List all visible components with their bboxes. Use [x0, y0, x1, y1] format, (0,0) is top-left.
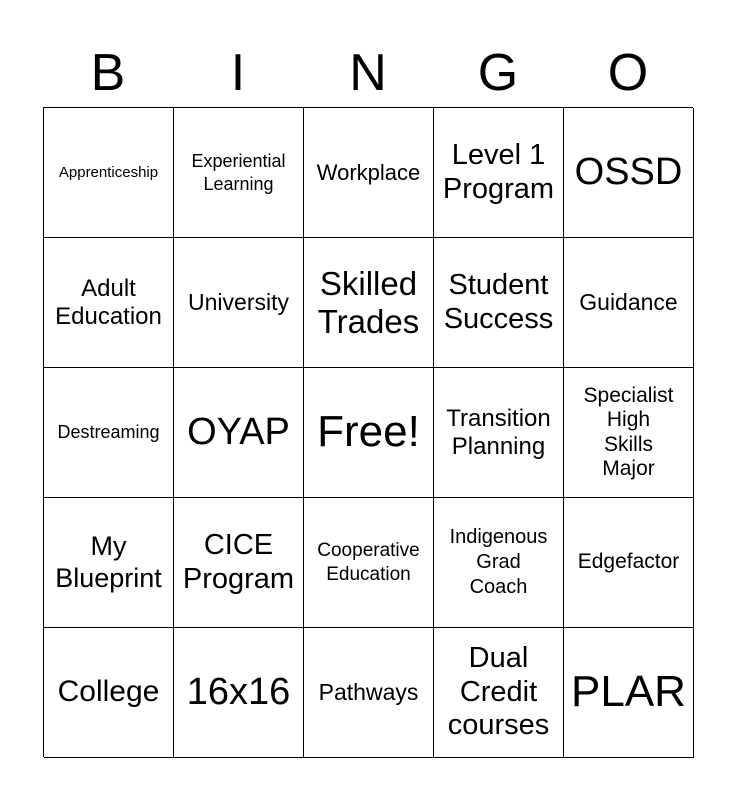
bingo-cell[interactable]: Level 1 Program	[434, 108, 564, 238]
bingo-cell[interactable]: Skilled Trades	[304, 238, 434, 368]
bingo-cell[interactable]: Specialist High Skills Major	[564, 368, 694, 498]
bingo-cell[interactable]: University	[174, 238, 304, 368]
bingo-cell[interactable]: PLAR	[564, 628, 694, 758]
bingo-cell[interactable]: College	[44, 628, 174, 758]
bingo-cell[interactable]: OSSD	[564, 108, 694, 238]
header-letter-i: I	[230, 44, 246, 102]
bingo-cell[interactable]: Destreaming	[44, 368, 174, 498]
bingo-cell[interactable]: Apprenticeship	[44, 108, 174, 238]
header-letter-o: O	[607, 44, 649, 102]
bingo-cell[interactable]: 16x16	[174, 628, 304, 758]
free-space[interactable]: Free!	[304, 368, 434, 498]
header-letter-g: G	[477, 44, 519, 102]
bingo-cell[interactable]: My Blueprint	[44, 498, 174, 628]
bingo-cell[interactable]: Adult Education	[44, 238, 174, 368]
bingo-cell[interactable]: Indigenous Grad Coach	[434, 498, 564, 628]
header-letter-b: B	[90, 44, 126, 102]
bingo-cell[interactable]: Workplace	[304, 108, 434, 238]
bingo-cell[interactable]: CICE Program	[174, 498, 304, 628]
header-letter-n: N	[349, 44, 387, 102]
bingo-board	[43, 107, 693, 757]
bingo-cell[interactable]: Guidance	[564, 238, 694, 368]
bingo-cell[interactable]: Pathways	[304, 628, 434, 758]
bingo-cell[interactable]: Transition Planning	[434, 368, 564, 498]
bingo-cell[interactable]: Experiential Learning	[174, 108, 304, 238]
bingo-cell[interactable]: Dual Credit courses	[434, 628, 564, 758]
bingo-cell[interactable]: OYAP	[174, 368, 304, 498]
bingo-cell[interactable]: Student Success	[434, 238, 564, 368]
bingo-header	[43, 40, 693, 106]
bingo-cell[interactable]: Edgefactor	[564, 498, 694, 628]
bingo-cell[interactable]: Cooperative Education	[304, 498, 434, 628]
